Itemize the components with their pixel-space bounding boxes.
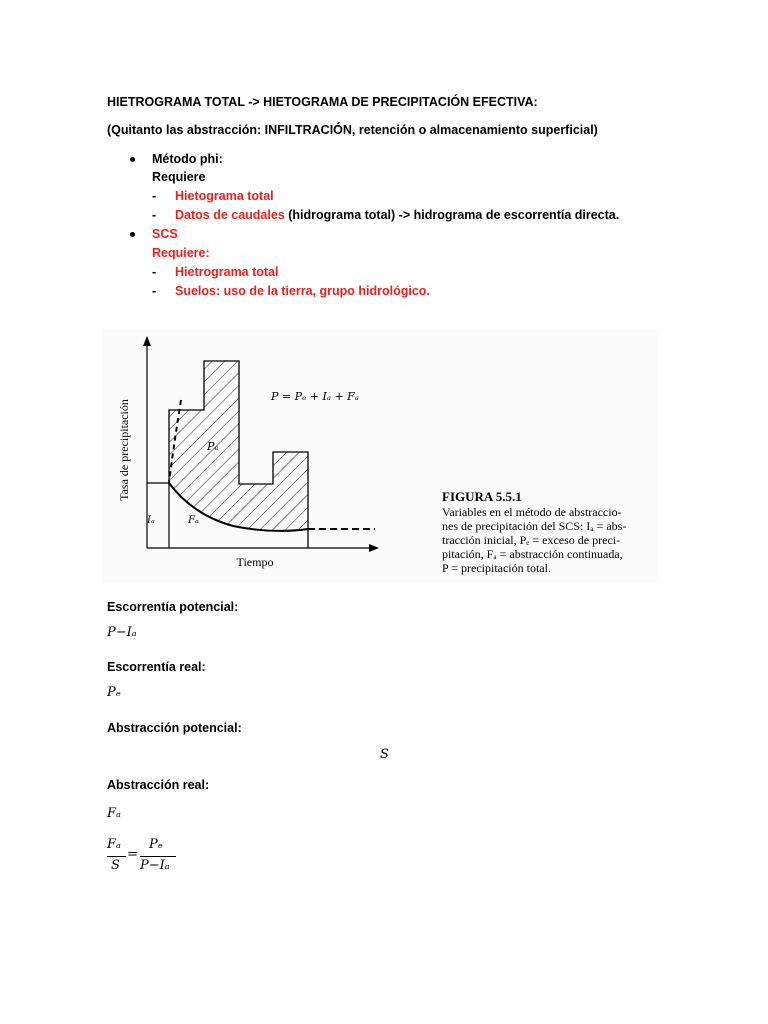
ratio-left-numerator: Fₐ bbox=[107, 837, 121, 852]
figure-caption-line: P = precipitación total. bbox=[442, 561, 551, 575]
dash-mark: - bbox=[152, 189, 157, 203]
escorrentia-potencial-label: Escorrentía potencial: bbox=[107, 600, 239, 614]
ratio-left-denominator: S bbox=[111, 858, 120, 873]
method-phi-title: Método phi: bbox=[152, 152, 223, 166]
abstraccion-potencial-formula: S bbox=[380, 747, 389, 762]
bullet-dot bbox=[130, 157, 135, 162]
method-scs-item-2: Suelos: uso de la tierra, grupo hidrológico. bbox=[175, 284, 430, 298]
pe-hatched-area bbox=[163, 350, 323, 550]
method-scs-title: SCS bbox=[152, 227, 178, 241]
pe-label: Pₑ bbox=[207, 440, 219, 453]
figure-caption-line: nes de precipitación del SCS: Iₐ = abs- bbox=[442, 519, 627, 533]
bullet-dot bbox=[130, 232, 135, 237]
ratio-right-bar bbox=[140, 856, 176, 857]
dash-mark: - bbox=[152, 265, 157, 279]
escorrentia-real-formula: Pₑ bbox=[107, 685, 121, 700]
abstraccion-real-label: Abstracción real: bbox=[107, 778, 210, 792]
ratio-equals: = bbox=[127, 847, 138, 862]
abstraccion-real-formula: Fₐ bbox=[107, 806, 121, 821]
method-scs-item-1: Hietrograma total bbox=[175, 265, 279, 279]
x-axis-arrow bbox=[369, 544, 379, 552]
page-subheading: (Quitanto las abstracción: INFILTRACIÓN, retención o almacenamiento superficial) bbox=[107, 123, 598, 137]
figure-caption-line: tracción inicial, Pₑ = exceso de preci- bbox=[442, 533, 621, 547]
method-phi-item-2 bbox=[175, 207, 619, 223]
scs-figure bbox=[103, 330, 658, 582]
fa-label: Fₐ bbox=[188, 515, 199, 526]
method-phi-item-1: Hietograma total bbox=[175, 189, 274, 203]
method-phi-item-2-suffix: (hidrograma total) -> hidrograma de escorrentía directa. bbox=[284, 208, 620, 222]
figure-caption-line: pitación, Fₐ = abstracción continuada, bbox=[442, 547, 623, 561]
method-scs-requires: Requiere: bbox=[152, 246, 210, 260]
page-heading: HIETROGRAMA TOTAL -> HIETOGRAMA DE PRECIPITACIÓN EFECTIVA: bbox=[107, 95, 538, 109]
x-axis-label: Tiempo bbox=[236, 555, 274, 569]
ia-label: Iₐ bbox=[147, 515, 155, 526]
abstraccion-potencial-label: Abstracción potencial: bbox=[107, 721, 242, 735]
ratio-left-bar bbox=[107, 856, 126, 857]
dash-mark: - bbox=[152, 208, 157, 222]
method-phi-requires: Requiere bbox=[152, 170, 206, 184]
equation-label: P = Pₑ + Iₐ + Fₐ bbox=[271, 390, 359, 403]
escorrentia-real-label: Escorrentía real: bbox=[107, 660, 206, 674]
dash-mark: - bbox=[152, 284, 157, 298]
y-axis-label: Tasa de precipitación bbox=[117, 399, 131, 501]
ratio-right-denominator: P−Iₐ bbox=[140, 858, 170, 873]
ratio-right-numerator: Pₑ bbox=[149, 837, 163, 852]
method-phi-item-2-label: Datos de caudales bbox=[175, 208, 285, 222]
y-axis-arrow bbox=[143, 336, 151, 346]
figure-caption-title: FIGURA 5.5.1 bbox=[442, 489, 522, 504]
figure-caption-line: Variables en el método de abstraccio- bbox=[442, 505, 622, 519]
escorrentia-potencial-formula: P−Iₐ bbox=[107, 625, 137, 640]
